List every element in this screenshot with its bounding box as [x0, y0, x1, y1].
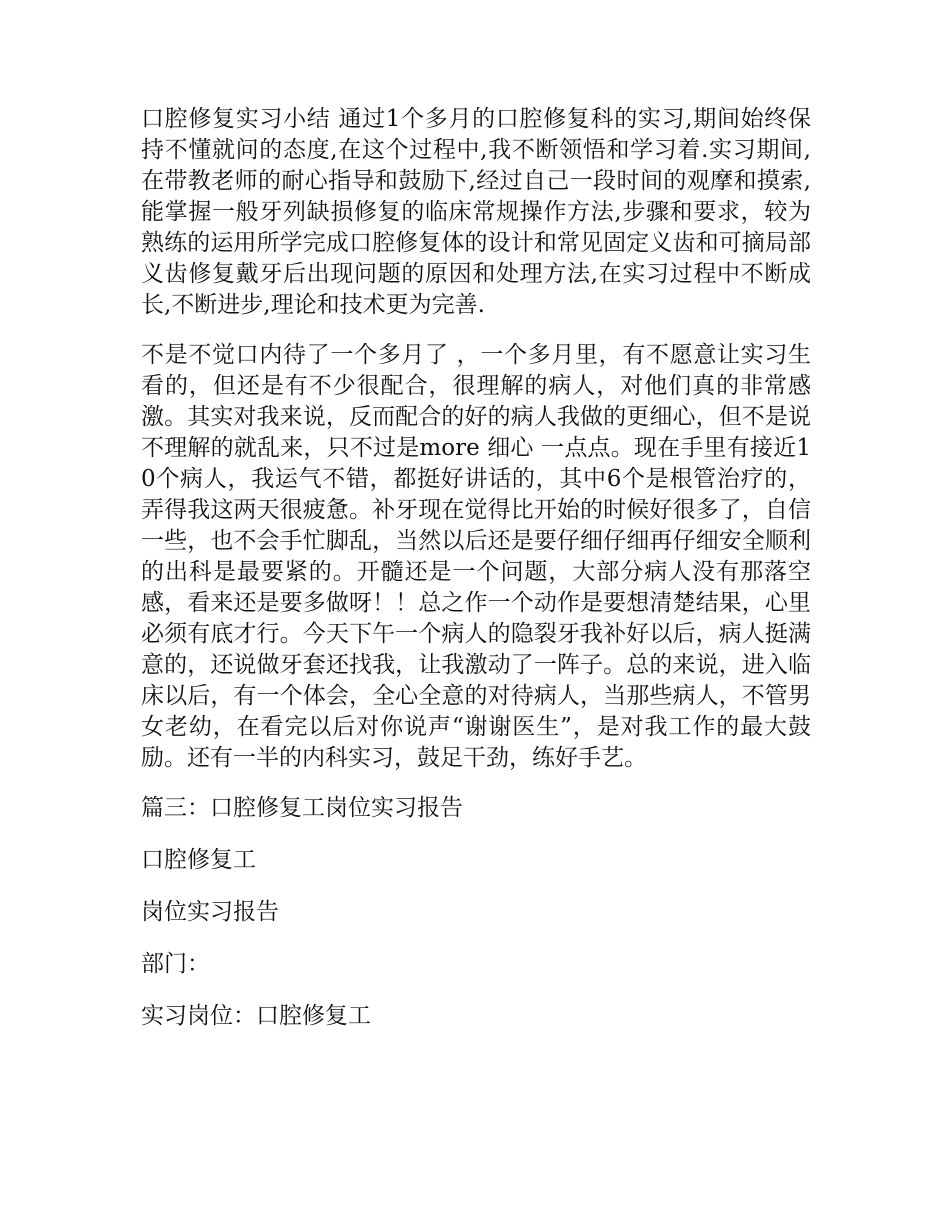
document-page: [141, 104, 811, 1053]
section-heading: 篇三：口腔修复工岗位实习报告: [141, 795, 463, 821]
internship-position-field: 实习岗位：口腔修复工: [141, 1003, 371, 1029]
paragraph-clinical-experience: 不是不觉口内待了一个多月了 ，一个多月里，有不愿意让实习生看的，但还是有不少很配合，很理解的病人，对他们真的非常感激。其实对我来说，反而配合的好的病人我做的更细心，但不是说不理解的就乱来，只不过是more 细心 一点点。现在手里有接近10个病人，我运气不错，都挺好讲话的，其中6个是根管治疗的，弄得我这两天很疲惫。补牙现在觉得比开始的时候好很多了，自信一些，也不会手忙脚乱，当然以后还是要仔细仔细再仔细安全顺利的出科是最要紧的。开髓还是一个问题，大部分病人没有那落空感，看来还是要多做呀！！总之作一个动作是要想清楚结果，心里必须有底才行。今天下午一个病人的隐裂牙我补好以后，病人挺满意的，还说做牙套还找我，让我激动了一阵子。总的来说，进入临床以后，有一个体会，全心全意的对待病人，当那些病人，不管男女老幼，在看完以后对你说声“谢谢医生”，是对我工作的最大鼓励。还有一半的内科实习，鼓足干劲，练好手艺。: [141, 342, 811, 771]
department-field: 部门：: [141, 951, 210, 977]
report-title-line-1: 口腔修复工: [141, 847, 256, 873]
report-title-line-2: 岗位实习报告: [141, 899, 279, 925]
paragraph-internship-summary: 口腔修复实习小结 通过1个多月的口腔修复科的实习,期间始终保持不懂就问的态度,在这个过程中,我不断领悟和学习着.实习期间,在带教老师的耐心指导和鼓励下,经过自己一段时间的观摩和摸索,能掌握一般牙列缺损修复的临床常规操作方法,步骤和要求，较为熟练的运用所学完成口腔修复体的设计和常见固定义齿和可摘局部义齿修复戴牙后出现问题的原因和处理方法,在实习过程中不断成长,不断进步,理论和技术更为完善.: [141, 106, 811, 318]
